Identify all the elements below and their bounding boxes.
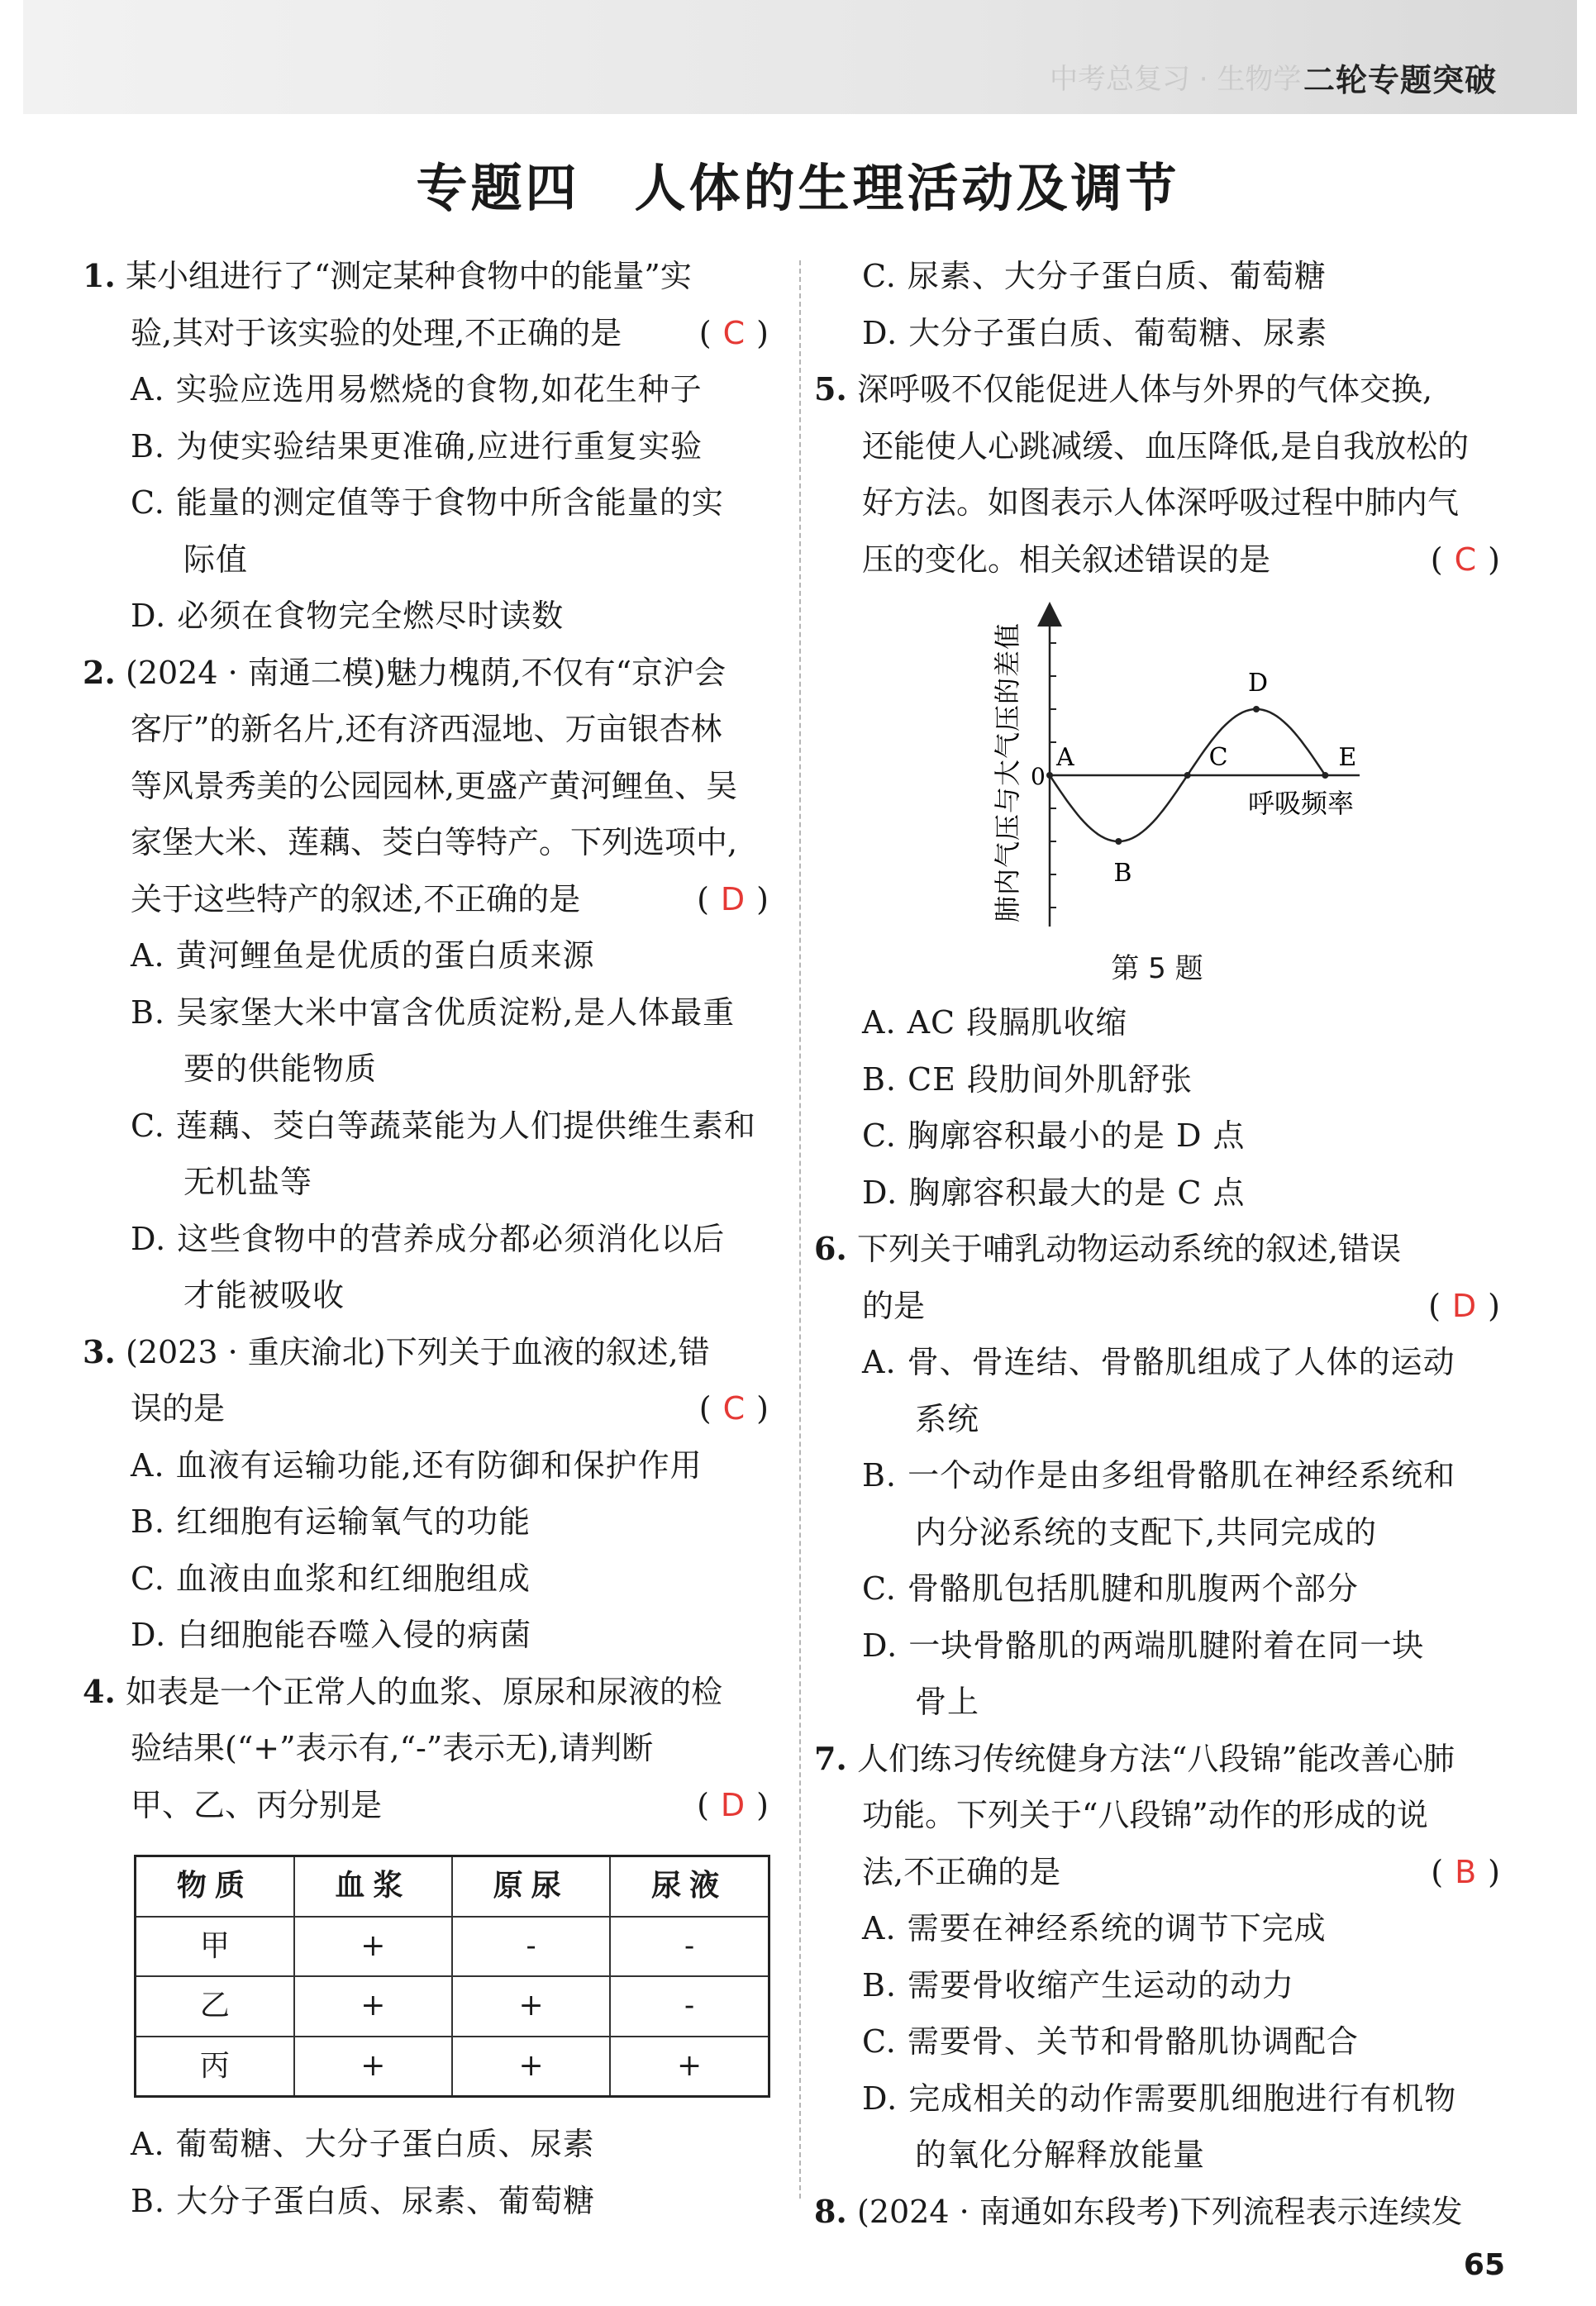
question-number: 8. — [814, 2192, 847, 2230]
question-number: 7. — [814, 1739, 847, 1777]
table-cell: + — [294, 1917, 452, 1977]
point-label-d: D — [1248, 669, 1269, 698]
question-stem-line: 5. 深呼吸不仅能促进人体与外界的气体交换, — [814, 361, 1500, 418]
option-b-continued: 要的供能物质 — [183, 1051, 378, 1087]
question-number: 3. — [83, 1332, 116, 1370]
option-d-continued: 的氧化分解释放能量 — [915, 2137, 1206, 2173]
table-cell: + — [610, 2037, 769, 2097]
question-stem-line: 压的变化。相关叙述错误的是 ( C ) — [814, 531, 1500, 588]
question-stem-line: 3. (2023 · 重庆渝北)下列关于血液的叙述,错 — [83, 1324, 769, 1381]
question-stem-line: 等风景秀美的公园园林,更盛产黄河鲤鱼、吴 — [131, 767, 738, 804]
option-b: B. CE 段肋间外肌舒张 — [862, 1060, 1193, 1098]
option-b: B. 吴家堡大米中富含优质淀粉,是人体最重 — [131, 993, 736, 1031]
question-stem-line: 验结果(“+”表示有,“-”表示无),请判断 — [131, 1730, 654, 1766]
option-c: C. 骨骼肌包括肌腱和肌腹两个部分 — [862, 1570, 1359, 1607]
option-b: B. 为使实验结果更准确,应进行重复实验 — [131, 427, 703, 465]
table-row — [136, 2037, 769, 2097]
option-b-continued: 内分泌系统的支配下,共同完成的 — [915, 1513, 1378, 1551]
question-7 — [814, 1731, 1500, 2184]
answer-bracket: ( B ) — [1431, 1853, 1500, 1890]
option-d-continued: 才能被吸收 — [183, 1277, 345, 1313]
pressure-chart — [814, 596, 1500, 943]
option-a: A. 实验应选用易燃烧的食物,如花生种子 — [131, 371, 703, 407]
table-cell: 乙 — [136, 1976, 294, 2037]
figure-caption: 第 5 题 — [1111, 952, 1203, 985]
point-label-c: C — [1208, 743, 1228, 772]
option-a-continued: 系统 — [915, 1400, 980, 1437]
answer-letter: C — [722, 314, 746, 351]
table-cell: + — [294, 2037, 452, 2097]
option-a: A. 葡萄糖、大分子蛋白质、尿素 — [131, 2126, 595, 2162]
option-d: D. 大分子蛋白质、葡萄糖、尿素 — [862, 314, 1328, 351]
question-stem-line: 法,不正确的是 ( B ) — [814, 1844, 1500, 1901]
question-3 — [83, 1324, 769, 1664]
table-cell: + — [452, 2037, 610, 2097]
answer-letter: D — [720, 1786, 746, 1823]
curve-point-d — [1253, 706, 1260, 712]
question-stem-line: 误的是 ( C ) — [83, 1380, 769, 1437]
option-d: D. 白细胞能吞噬入侵的病菌 — [131, 1617, 532, 1653]
question-number: 4. — [83, 1672, 116, 1710]
question-stem-line: 还能使人心跳减缓、血压降低,是自我放松的 — [862, 427, 1470, 465]
point-label-a: A — [1056, 743, 1074, 772]
option-c: C. 能量的测定值等于食物中所含能量的实 — [131, 484, 724, 521]
answer-bracket: ( D ) — [697, 1786, 769, 1823]
question-stem-line: 6. 下列关于哺乳动物运动系统的叙述,错误 — [814, 1221, 1500, 1278]
option-a: A. 需要在神经系统的调节下完成 — [862, 1910, 1327, 1946]
column-divider — [799, 260, 801, 2199]
question-5 — [814, 361, 1500, 1221]
table-cell: - — [610, 1917, 769, 1977]
option-c: C. 需要骨、关节和骨骼肌协调配合 — [862, 2023, 1359, 2060]
option-c: C. 莲藕、茭白等蔬菜能为人们提供维生素和 — [131, 1107, 756, 1144]
table-header-row — [136, 1856, 769, 1917]
table-header-cell: 尿液 — [610, 1856, 769, 1917]
table-cell: - — [610, 1976, 769, 2037]
question-2 — [83, 645, 769, 1324]
question-stem-line: 验,其对于该实验的处理,不正确的是 ( C ) — [83, 305, 769, 362]
question-stem-line: 2. (2024 · 南通二模)魅力槐荫,不仅有“京沪会 — [83, 645, 769, 702]
table-cell: - — [452, 1917, 610, 1977]
question-1 — [83, 248, 769, 645]
question-6 — [814, 1221, 1500, 1731]
table-cell: + — [452, 1976, 610, 2037]
option-a: A. 血液有运输功能,还有防御和保护作用 — [131, 1446, 703, 1484]
question-number: 2. — [83, 653, 116, 691]
question-number: 1. — [83, 257, 116, 294]
answer-bracket: ( C ) — [1430, 541, 1500, 578]
option-b: B. 一个动作是由多组骨骼肌在神经系统和 — [862, 1457, 1456, 1494]
option-c: C. 血液由血浆和红细胞组成 — [131, 1560, 531, 1597]
table-cell: 甲 — [136, 1917, 294, 1977]
answer-bracket: ( C ) — [698, 314, 769, 351]
answer-bracket: ( C ) — [698, 1390, 769, 1427]
page-title: 专题四 人体的生理活动及调节 — [416, 158, 1180, 218]
option-d: D. 胸廓容积最大的是 C 点 — [862, 1174, 1246, 1211]
question-4 — [83, 1664, 769, 2230]
right-column — [814, 248, 1500, 2240]
question-stem-line: 甲、乙、丙分别是 ( D ) — [83, 1777, 769, 1834]
question-stem-line: 8. (2024 · 南通如东段考)下列流程表示连续发 — [814, 2184, 1500, 2241]
y-axis-label: 肺内气压与大气压的差值 — [992, 622, 1023, 922]
question-stem-line: 家堡大米、莲藕、茭白等特产。下列选项中, — [131, 824, 738, 860]
question-stem-line: 7. 人们练习传统健身方法“八段锦”能改善心肺 — [814, 1731, 1500, 1788]
option-a: A. 骨、骨连结、骨骼肌组成了人体的运动 — [862, 1344, 1455, 1380]
table-cell: + — [294, 1976, 452, 2037]
point-label-b: B — [1113, 859, 1132, 888]
pressure-chart-svg — [814, 596, 1500, 943]
option-c: C. 胸廓容积最小的是 D 点 — [862, 1117, 1246, 1154]
option-c-continued: 际值 — [183, 541, 249, 578]
header-faint-text: 中考总复习 · 生物学 — [1050, 63, 1302, 96]
test-results-table — [134, 1855, 770, 2098]
option-a: A. AC 段膈肌收缩 — [862, 1004, 1128, 1041]
table-cell: 丙 — [136, 2037, 294, 2097]
question-stem-line: 的是 ( D ) — [814, 1278, 1500, 1335]
option-b: B. 需要骨收缩产生运动的动力 — [862, 1966, 1295, 2003]
answer-letter: C — [1454, 541, 1477, 578]
option-d: D. 一块骨骼肌的两端肌腱附着在同一块 — [862, 1627, 1425, 1664]
question-stem-line: 客厅”的新名片,还有济西湿地、万亩银杏林 — [131, 711, 722, 747]
table-header-cell: 血浆 — [294, 1856, 452, 1917]
answer-bracket: ( D ) — [1428, 1287, 1500, 1324]
curve-point-b — [1115, 838, 1122, 845]
x-axis-label: 呼吸频率 — [1248, 788, 1355, 819]
question-number: 6. — [814, 1230, 847, 1267]
question-number: 5. — [814, 370, 847, 407]
option-c-continued: 无机盐等 — [183, 1164, 313, 1200]
option-b: B. 大分子蛋白质、尿素、葡萄糖 — [131, 2182, 596, 2219]
option-c: C. 尿素、大分子蛋白质、葡萄糖 — [862, 258, 1327, 294]
curve-point-c — [1184, 772, 1191, 779]
question-stem-line: 功能。下列关于“八段锦”动作的形成的说 — [862, 1797, 1428, 1833]
curve-point-e — [1322, 772, 1328, 779]
answer-letter: D — [1451, 1287, 1477, 1324]
page-number: 65 — [1463, 2248, 1505, 2282]
option-d: D. 必须在食物完全燃尽时读数 — [131, 598, 565, 634]
question-stem-line: 4. 如表是一个正常人的血浆、原尿和尿液的检 — [83, 1664, 769, 1721]
option-b: B. 红细胞有运输氧气的功能 — [131, 1503, 531, 1540]
left-column — [83, 248, 769, 2229]
question-8 — [814, 2184, 1500, 2241]
question-stem-line: 好方法。如图表示人体深呼吸过程中肺内气 — [862, 484, 1460, 521]
answer-letter: C — [722, 1390, 746, 1427]
option-d: D. 这些食物中的营养成分都必须消化以后 — [131, 1220, 726, 1257]
option-a: A. 黄河鲤鱼是优质的蛋白质来源 — [131, 937, 595, 974]
option-d: D. 完成相关的动作需要肌细胞进行有机物 — [862, 2080, 1457, 2117]
table-header-cell: 物质 — [136, 1856, 294, 1917]
origin-label: 0 — [1031, 763, 1046, 790]
curve-point-a — [1046, 772, 1053, 779]
answer-letter: D — [720, 880, 746, 917]
point-label-e: E — [1338, 743, 1357, 772]
answer-letter: B — [1455, 1853, 1477, 1890]
option-d-continued: 骨上 — [915, 1684, 980, 1720]
section-label: 二轮专题突破 — [1303, 62, 1497, 98]
table-row — [136, 1917, 769, 1977]
answer-bracket: ( D ) — [697, 880, 769, 917]
table-header-cell: 原尿 — [452, 1856, 610, 1917]
table-row — [136, 1976, 769, 2037]
question-stem-line: 1. 某小组进行了“测定某种食物中的能量”实 — [83, 248, 769, 305]
curve-points — [1046, 669, 1356, 888]
question-stem-line: 关于这些特产的叙述,不正确的是 ( D ) — [83, 871, 769, 928]
